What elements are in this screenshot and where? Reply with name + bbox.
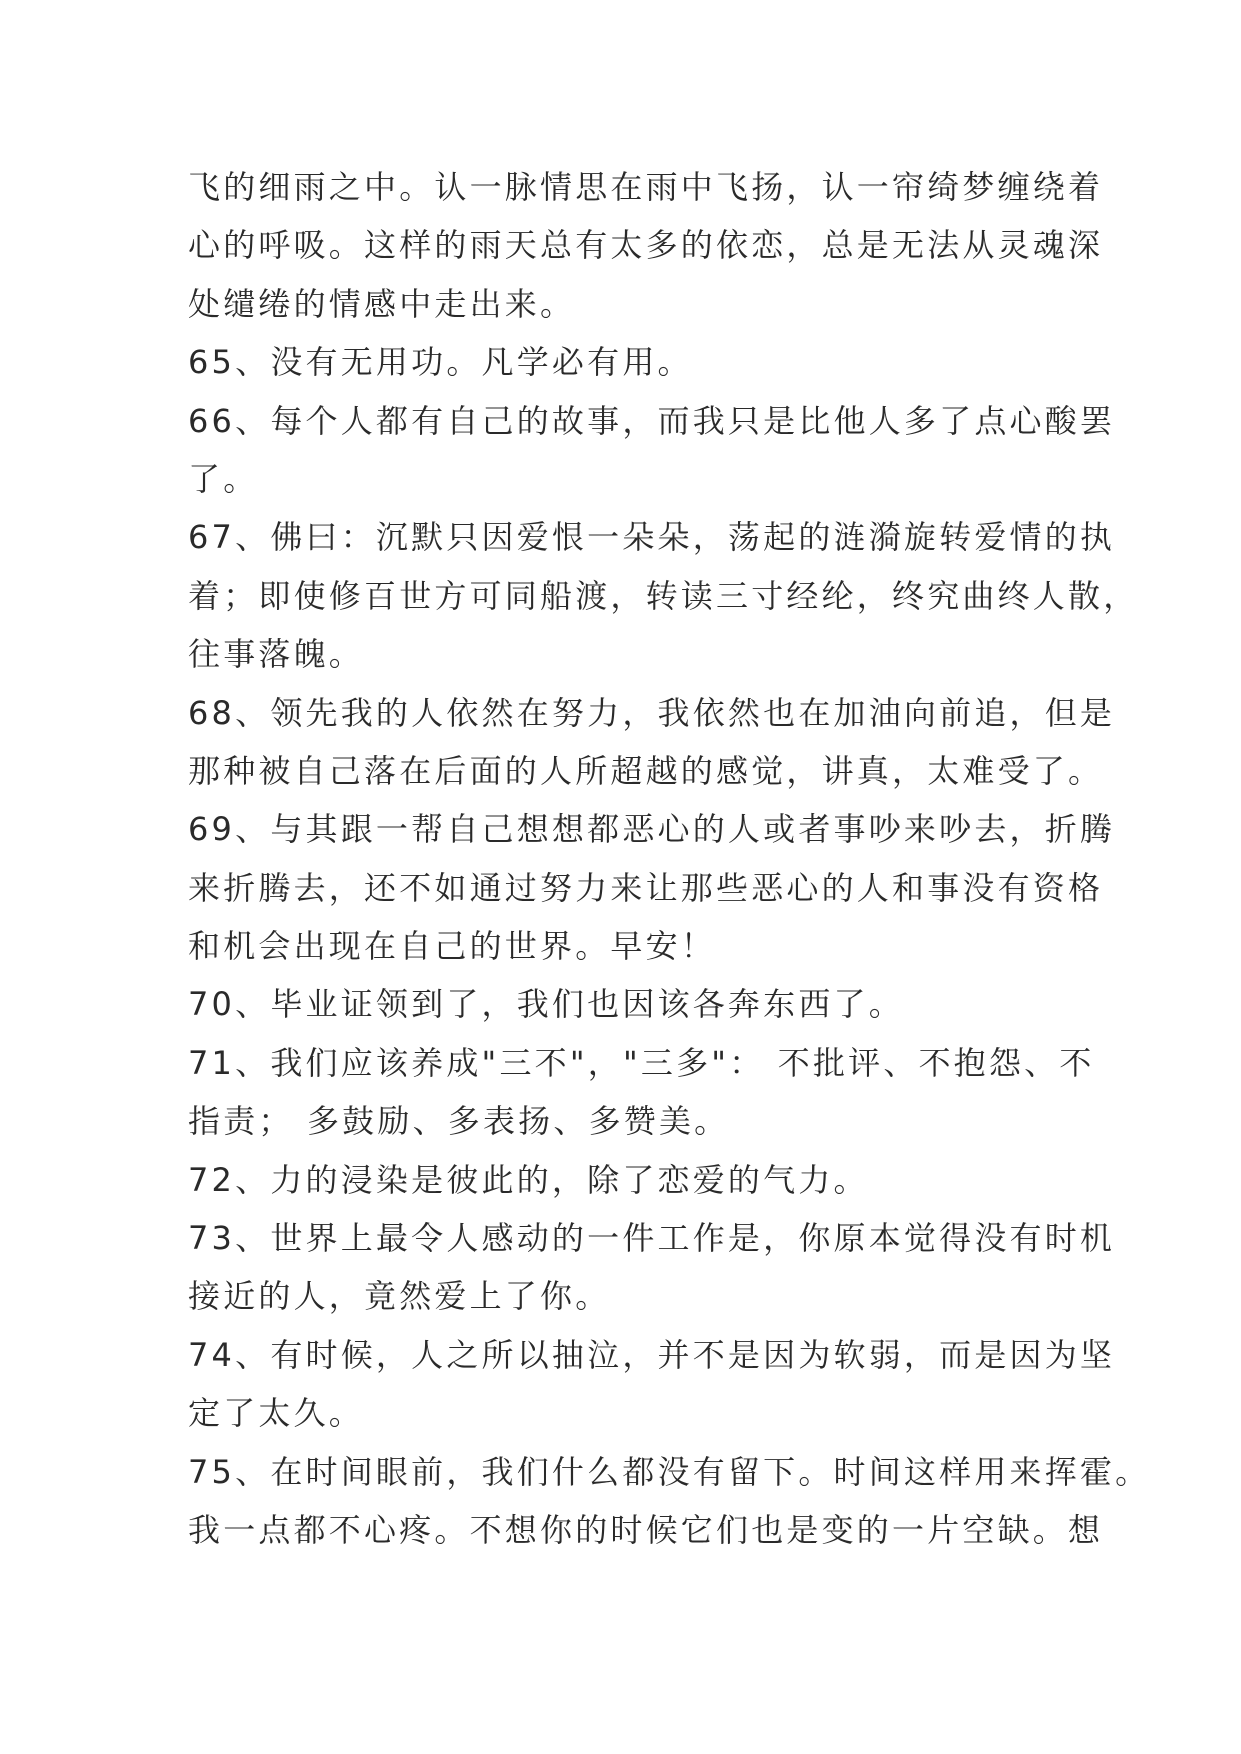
text-line: 和机会出现在自己的世界。早安！ — [188, 927, 717, 966]
body-text — [188, 158, 1151, 1559]
text-line: 70、毕业证领到了，我们也因该各奔东西了。 — [188, 985, 904, 1024]
text-line: 接近的人，竟然爱上了你。 — [188, 1277, 611, 1316]
text-line: 69、与其跟一帮自己想想都恶心的人或者事吵来吵去，折腾 — [188, 810, 1116, 849]
text-line: 我一点都不心疼。不想你的时候它们也是变的一片空缺。想 — [188, 1510, 1104, 1549]
text-line: 处缱绻的情感中走出来。 — [188, 284, 576, 323]
text-line: 来折腾去，还不如通过努力来让那些恶心的人和事没有资格 — [188, 868, 1104, 907]
text-line: 68、领先我的人依然在努力，我依然也在加油向前追，但是 — [188, 693, 1116, 732]
text-line: 73、世界上最令人感动的一件工作是，你原本觉得没有时机 — [188, 1219, 1116, 1258]
text-line: 74、有时候，人之所以抽泣，并不是因为软弱，而是因为坚 — [188, 1335, 1116, 1374]
text-line: 67、佛曰：沉默只因爱恨一朵朵，荡起的涟漪旋转爱情的执 — [188, 518, 1116, 557]
text-line: 75、在时间眼前，我们什么都没有留下。时间这样用来挥霍。 — [188, 1452, 1151, 1491]
text-line: 心的呼吸。这样的雨天总有太多的依恋，总是无法从灵魂深 — [188, 226, 1104, 265]
text-line: 指责； 多鼓励、多表扬、多赞美。 — [188, 1102, 730, 1141]
text-line: 66、每个人都有自己的故事，而我只是比他人多了点心酸罢 — [188, 401, 1116, 440]
text-line: 着；即使修百世方可同船渡，转读三寸经纶，终究曲终人散， — [188, 576, 1139, 615]
text-line: 那种被自己落在后面的人所超越的感觉，讲真，太难受了。 — [188, 751, 1104, 790]
text-line: 72、力的浸染是彼此的，除了恋爱的气力。 — [188, 1160, 869, 1199]
text-line: 往事落魄。 — [188, 635, 365, 674]
text-line: 了。 — [188, 459, 259, 498]
text-line: 定了太久。 — [188, 1394, 365, 1433]
text-line: 65、没有无用功。凡学必有用。 — [188, 343, 693, 382]
text-line: 飞的细雨之中。认一脉情思在雨中飞扬，认一帘绮梦缠绕着 — [188, 168, 1104, 206]
text-line: 71、我们应该养成"三不"，"三多"： 不批评、不抱怨、不 — [188, 1043, 1095, 1082]
